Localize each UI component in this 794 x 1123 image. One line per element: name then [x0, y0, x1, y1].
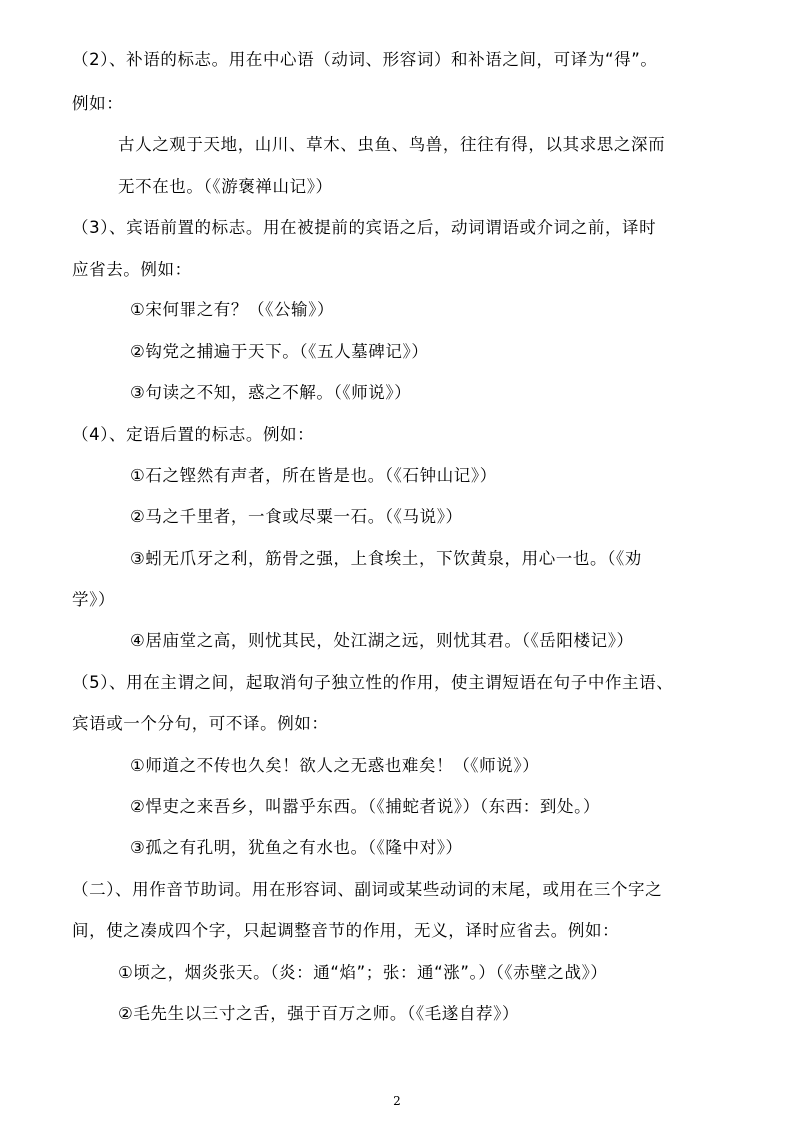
- example-line: ④居庙堂之高，则忧其民，处江湖之远，则忧其君。（《岳阳楼记》）: [130, 631, 634, 650]
- page-number: 2: [393, 1094, 401, 1108]
- section-heading-complement-marker: （2）、补语的标志。用在中心语（动词、形容词）和补语之间，可译为“得”。: [72, 50, 658, 69]
- example-line: ③蚓无爪牙之利，筋骨之强，上食埃土，下饮黄泉，用心一也。（《劝: [130, 549, 642, 568]
- section-heading-postposed-attributive: （4）、定语后置的标志。例如：: [72, 425, 315, 444]
- example-line-continued: 学》）: [72, 590, 116, 609]
- example-line: 无不在也。（《游褒禅山记》）: [118, 177, 333, 196]
- example-line: ②悍吏之来吾乡，叫嚣乎东西。（《捕蛇者说》）（东西：到处。）: [130, 797, 601, 816]
- section-heading-subject-predicate: （5）、用在主谓之间，起取消句子独立性的作用，使主谓短语在句子中作主语、: [72, 673, 674, 692]
- example-line: 古人之观于天地，山川、草木、虫鱼、鸟兽，往往有得，以其求思之深而: [118, 135, 666, 154]
- paragraph-line: 宾语或一个分句，可不译。例如：: [72, 714, 329, 733]
- section-heading-object-fronting: （3）、宾语前置的标志。用在被提前的宾语之后，动词谓语或介词之前，译时: [72, 218, 657, 237]
- paragraph-line: 间，使之凑成四个字，只起调整音节的作用，无义，译时应省去。例如：: [72, 921, 620, 940]
- example-line: ②毛先生以三寸之舌，强于百万之师。（《毛遂自荐》）: [118, 1004, 520, 1023]
- section-heading-syllabic-particle: （二）、用作音节助词。用在形容词、副词或某些动词的末尾，或用在三个字之: [72, 880, 663, 899]
- example-line: ②马之千里者，一食或尽粟一石。（《马说》）: [130, 507, 463, 526]
- example-line: ①宋何罪之有？（《公输》）: [130, 300, 335, 319]
- paragraph-line: 例如：: [72, 94, 124, 113]
- example-line: ②钩党之捕遍于天下。（《五人墓碑记》）: [130, 342, 429, 361]
- example-line: ③句读之不知，惑之不解。（《师说》）: [130, 383, 412, 402]
- example-line: ③孤之有孔明，犹鱼之有水也。（《隆中对》）: [130, 838, 463, 857]
- example-line: ①石之铿然有声者，所在皆是也。（《石钟山记》）: [130, 466, 497, 485]
- example-line: ①顷之，烟炎张天。（炎：通“焰”；张：通“涨”。）（《赤壁之战》）: [118, 963, 608, 982]
- paragraph-line: 应省去。例如：: [72, 260, 192, 279]
- example-line: ①师道之不传也久矣！欲人之无惑也难矣！（《师说》）: [130, 756, 540, 775]
